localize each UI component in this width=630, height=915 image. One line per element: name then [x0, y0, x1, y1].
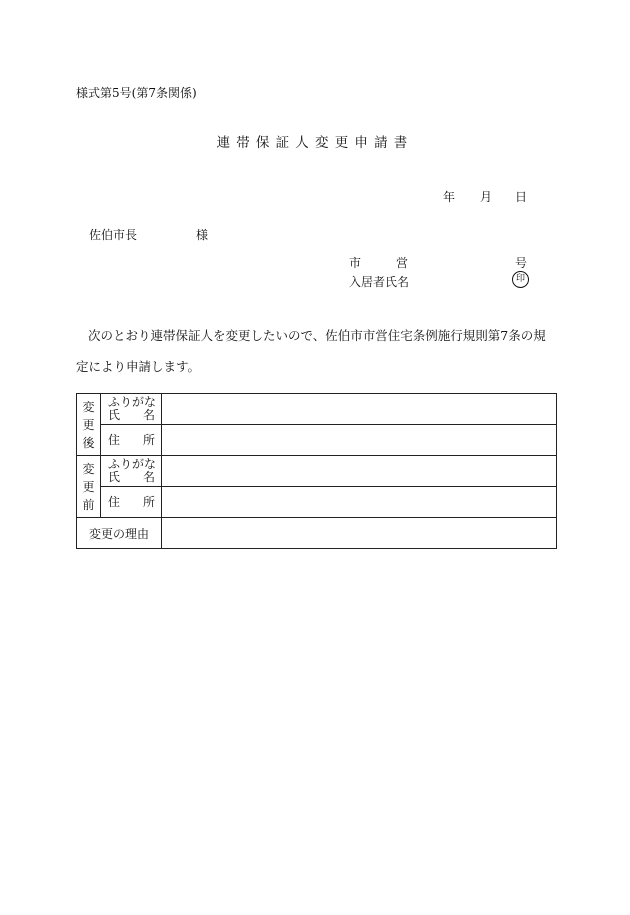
after-name-field[interactable]: [162, 394, 557, 425]
before-name-field[interactable]: [162, 456, 557, 487]
resident-name-label: 入居者氏名: [349, 275, 410, 289]
table-row: [77, 456, 557, 487]
housing-label-city: 市: [349, 256, 362, 270]
after-address-field[interactable]: [162, 425, 557, 456]
address-label: 住 所: [101, 487, 162, 518]
document-title: 連帯保証人変更申請書: [216, 135, 414, 151]
table-row: [77, 487, 557, 518]
table-row: [77, 425, 557, 456]
date-day-label: 日: [515, 190, 528, 204]
table-row: [77, 518, 557, 549]
date-month-label: 月: [480, 190, 493, 204]
guarantor-table: [76, 393, 557, 549]
before-change-header: 変 更 前: [77, 456, 101, 518]
addressee-name: 佐伯市長: [89, 228, 138, 242]
addressee-honorific: 様: [196, 228, 209, 242]
reason-field[interactable]: [162, 518, 557, 549]
form-number: 様式第5号(第7条関係): [76, 86, 197, 100]
after-change-header: 変 更 後: [77, 394, 101, 456]
date-year-label: 年: [443, 190, 456, 204]
table-row: [77, 394, 557, 425]
seal-mark: 印: [512, 271, 529, 288]
before-address-field[interactable]: [162, 487, 557, 518]
housing-label-municipal: 営: [396, 256, 409, 270]
furigana-name-label: ふりがな 氏 名: [101, 456, 162, 487]
reason-label: 変更の理由: [77, 518, 162, 549]
body-text: 次のとおり連帯保証人を変更したいので、佐伯市市営住宅条例施行規則第7条の規定により申請します。: [76, 328, 546, 374]
housing-label-number: 号: [515, 256, 528, 270]
furigana-name-label: ふりがな 氏 名: [101, 394, 162, 425]
address-label: 住 所: [101, 425, 162, 456]
